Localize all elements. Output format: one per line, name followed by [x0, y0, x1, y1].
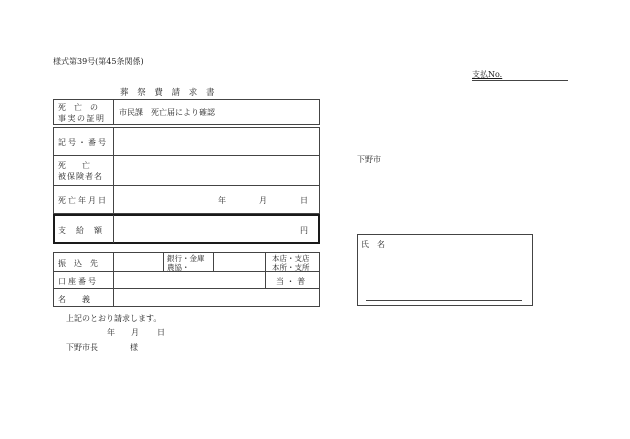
death-proof-label-2: 事実の証明 [58, 114, 106, 123]
death-date-month: 月 [259, 196, 267, 205]
payment-amount-field[interactable] [115, 216, 318, 242]
death-proof-value: 市民課 死亡届により確認 [119, 108, 215, 117]
account-holder-field[interactable] [114, 289, 319, 307]
addressee: 下野市長 [66, 343, 98, 352]
death-date-year: 年 [218, 196, 226, 205]
insured-name-label-2: 被保険者名 [58, 172, 103, 181]
request-date-month: 月 [131, 328, 139, 337]
payment-amount-label: 支 給 額 [58, 226, 103, 235]
insured-name-field[interactable] [114, 156, 319, 185]
insured-name-label-1: 死 亡 [58, 161, 90, 170]
symbol-number-field[interactable] [114, 128, 319, 155]
honorific: 様 [130, 343, 138, 352]
account-number-field[interactable] [114, 272, 265, 288]
holder-label: 名 義 [58, 295, 90, 304]
bank-name-field[interactable] [114, 253, 163, 271]
bank-type-line2: 農協・ [167, 263, 190, 272]
branch-name-field[interactable] [214, 253, 265, 271]
death-date-label: 死亡年月日 [58, 196, 108, 205]
transfer-label: 振 込 先 [58, 259, 98, 268]
account-type: 当 ・ 普 [276, 277, 306, 286]
symbol-number-label: 記号・番号 [58, 138, 108, 147]
bank-type-line1: 銀行・金庫 [167, 254, 205, 263]
account-number-label: 口座番号 [58, 277, 98, 286]
branch-type-line1: 本店・支店 [272, 254, 310, 263]
applicant-name-label: 氏 名 [361, 240, 385, 249]
death-date-field[interactable] [114, 186, 319, 214]
request-date-day: 日 [157, 328, 165, 337]
death-proof-label-1: 死 亡 の [58, 103, 98, 112]
applicant-name-field[interactable] [366, 250, 522, 300]
payment-number-label: 支払No. [472, 69, 568, 81]
form-number: 様式第39号(第45条関係) [53, 57, 144, 66]
request-date-year: 年 [107, 328, 115, 337]
request-statement: 上記のとおり請求します。 [66, 314, 162, 323]
city-name: 下野市 [357, 155, 381, 164]
yen-label: 円 [300, 226, 308, 235]
death-date-day: 日 [300, 196, 308, 205]
branch-type-line2: 本所・支所 [272, 263, 310, 272]
document-title: 葬 祭 費 請 求 書 [120, 88, 218, 98]
